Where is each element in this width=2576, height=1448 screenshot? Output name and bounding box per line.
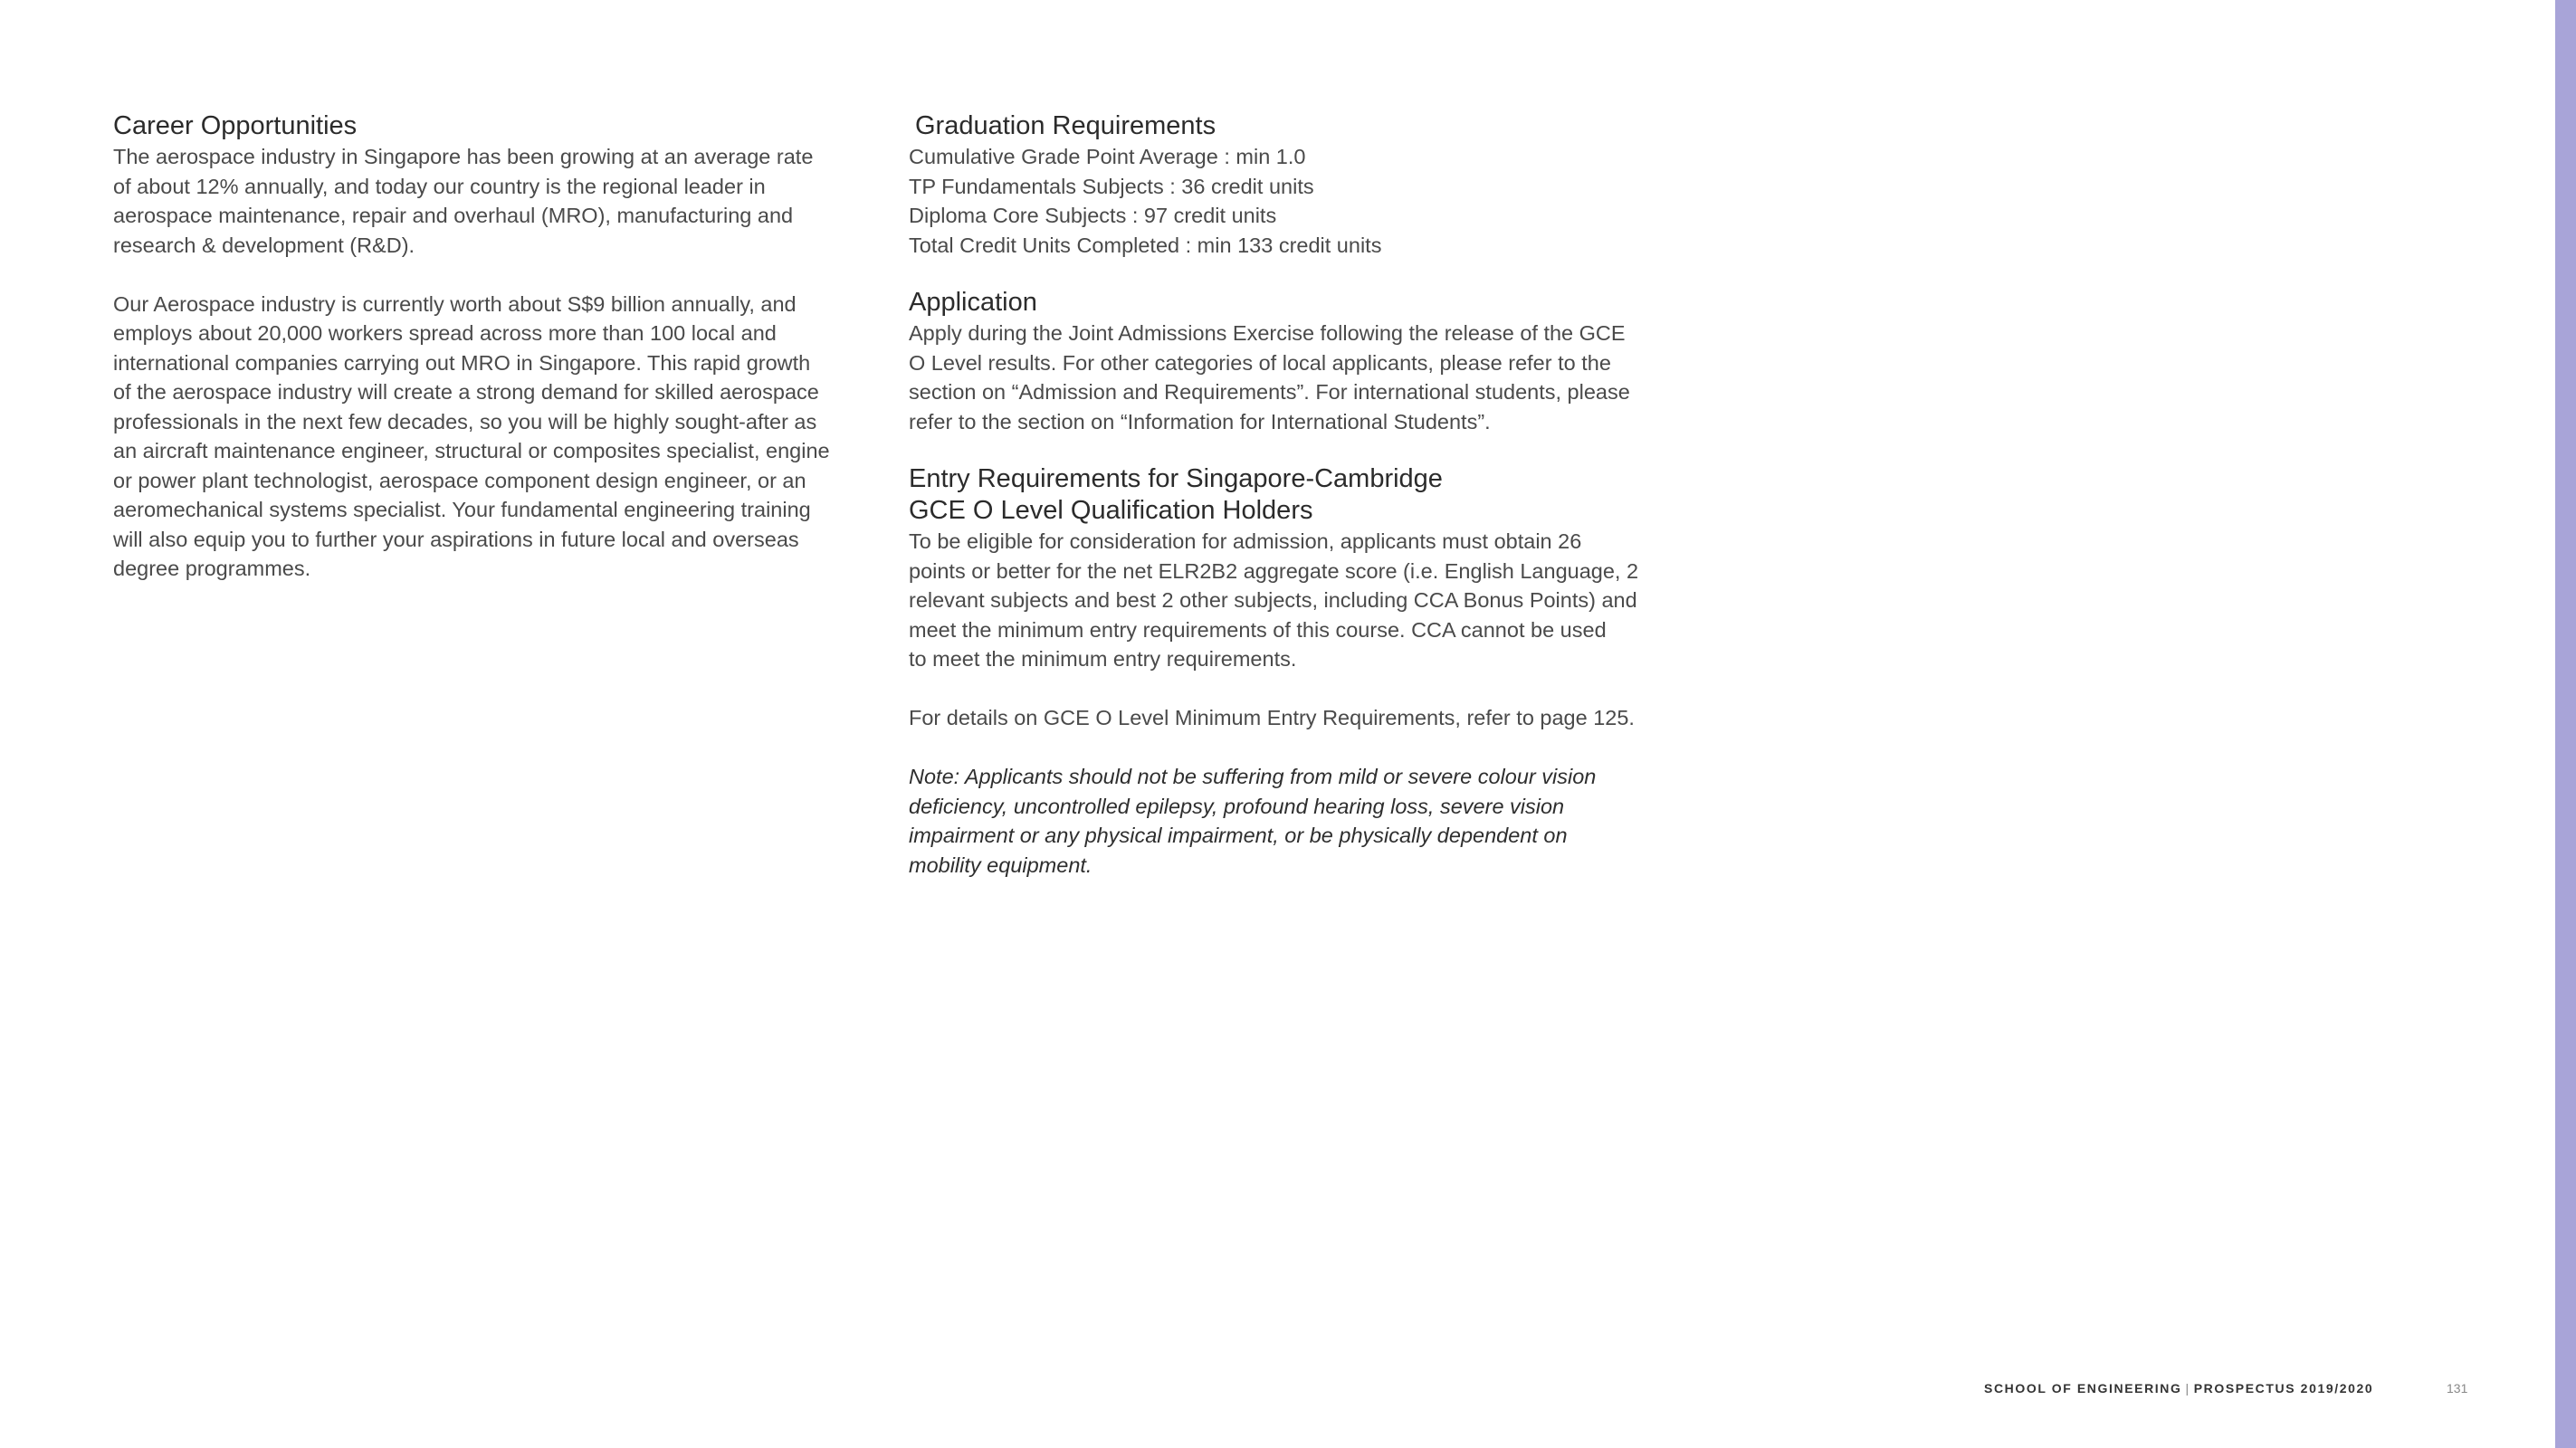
application-section xyxy=(909,287,1687,436)
text-line: degree programmes. xyxy=(113,557,311,580)
text-line: section on “Admission and Requirements”. For international students, please xyxy=(909,380,1630,404)
note-line: impairment or any physical impairment, or be physically dependent on xyxy=(909,824,1568,847)
page-footer xyxy=(1984,1381,2373,1396)
text-line: or power plant technologist, aerospace component design engineer, or an xyxy=(113,468,806,492)
text-line: aerospace maintenance, repair and overhaul (MRO), manufacturing and xyxy=(113,204,794,227)
text-line: international companies carrying out MRO in Singapore. This rapid growth xyxy=(113,350,811,375)
entry-requirements-paragraph xyxy=(909,527,1687,674)
left-column xyxy=(113,110,873,584)
text-line: employs about 20,000 workers spread across more than 100 local and xyxy=(113,321,777,345)
text-line: The aerospace industry in Singapore has been growing at an average rate xyxy=(113,145,814,168)
text-line: points or better for the net ELR2B2 aggregate score (i.e. English Language, 2 xyxy=(909,558,1639,583)
entry-note xyxy=(909,762,1687,880)
text-line: research & development (R&D). xyxy=(113,233,415,257)
career-opportunities-heading: Career Opportunities xyxy=(113,111,358,140)
entry-details-paragraph: For details on GCE O Level Minimum Entry Requirements, refer to page 125. xyxy=(909,706,1635,729)
text-line: aeromechanical systems specialist. Your fundamental engineering training xyxy=(113,498,811,521)
footer-prospectus: PROSPECTUS 2019/2020 xyxy=(2193,1381,2374,1396)
career-paragraph-2 xyxy=(113,290,873,584)
requirement-item: Diploma Core Subjects : 97 credit units xyxy=(909,204,1277,227)
text-line: Apply during the Joint Admissions Exercise following the release of the GCE xyxy=(909,321,1626,345)
requirement-item: TP Fundamentals Subjects : 36 credit units xyxy=(909,174,1314,198)
text-line: will also equip you to further your aspirations in future local and overseas xyxy=(113,527,799,551)
heading-line: GCE O Level Qualification Holders xyxy=(909,496,1313,525)
accent-side-bar xyxy=(2555,0,2576,1448)
text-line: Our Aerospace industry is currently worth about S$9 billion annually, and xyxy=(113,291,797,316)
text-line: an aircraft maintenance engineer, structural or composites specialist, engine xyxy=(113,439,830,462)
note-line: Note: Applicants should not be suffering from mild or severe colour vision xyxy=(909,765,1597,788)
graduation-requirements-list xyxy=(909,142,1687,260)
entry-requirements-heading xyxy=(909,463,1687,527)
text-line: O Level results. For other categories of local applicants, please refer to the xyxy=(909,350,1611,375)
text-line: refer to the section on “Information for International Students”. xyxy=(909,409,1491,433)
graduation-requirements-section xyxy=(909,110,1687,260)
text-line: of about 12% annually, and today our country is the regional leader in xyxy=(113,174,766,198)
requirement-item: Cumulative Grade Point Average : min 1.0 xyxy=(909,145,1306,168)
text-line: meet the minimum entry requirements of this course. CCA cannot be used xyxy=(909,617,1607,642)
footer-school: SCHOOL OF ENGINEERING xyxy=(1984,1381,2182,1396)
career-opportunities-section xyxy=(113,110,873,584)
text-line: to meet the minimum entry requirements. xyxy=(909,647,1297,671)
page-number: 131 xyxy=(2447,1381,2468,1396)
application-paragraph xyxy=(909,319,1687,436)
right-column xyxy=(909,110,1687,880)
application-heading: Application xyxy=(909,288,1037,317)
text-line: professionals in the next few decades, so you will be highly sought-after as xyxy=(113,409,817,433)
text-line: relevant subjects and best 2 other subjects, including CCA Bonus Points) and xyxy=(909,588,1637,612)
heading-line: Entry Requirements for Singapore-Cambridge xyxy=(909,464,1443,493)
career-paragraph-1 xyxy=(113,142,873,260)
text-line: To be eligible for consideration for admission, applicants must obtain 26 xyxy=(909,529,1582,553)
graduation-requirements-heading: Graduation Requirements xyxy=(915,111,1216,140)
note-line: deficiency, uncontrolled epilepsy, profound hearing loss, severe vision xyxy=(909,794,1565,818)
requirement-item: Total Credit Units Completed : min 133 credit units xyxy=(909,233,1382,257)
entry-requirements-section xyxy=(909,463,1687,880)
note-line: mobility equipment. xyxy=(909,853,1092,877)
footer-separator: | xyxy=(2185,1381,2190,1396)
text-line: of the aerospace industry will create a strong demand for skilled aerospace xyxy=(113,380,819,404)
